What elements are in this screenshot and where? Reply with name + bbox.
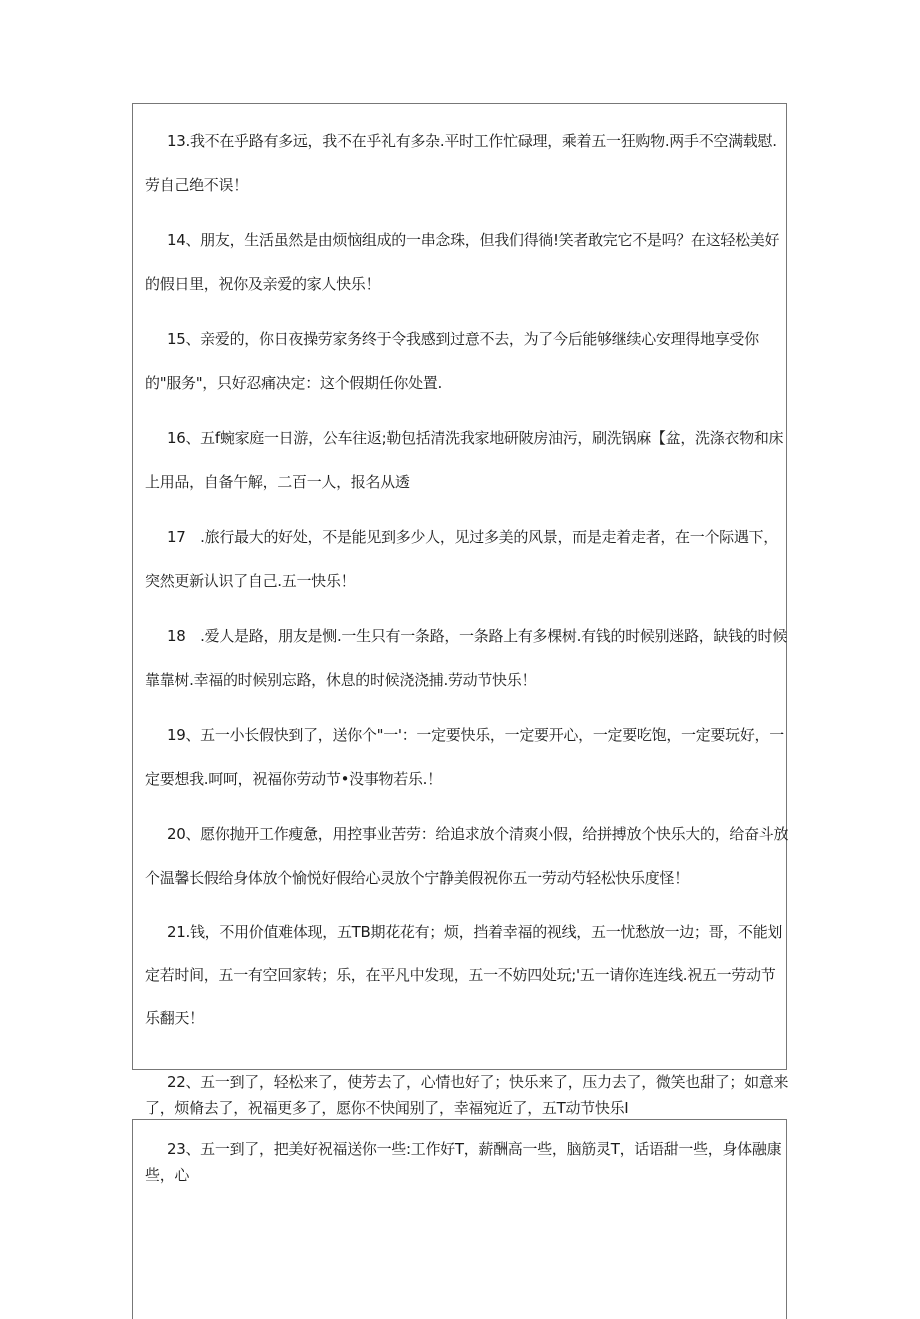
paragraph-21: 21.钱，不用价值难体现，五TB期花花有；烦，挡着幸福的视线，五一忧愁放一边；哥，不能划定若时间，五一有空回家转；乐，在平凡中发现，五一不妨四处玩;'五一请你连连线.祝五一劳动节乐翻天！	[145, 923, 783, 1027]
paragraph-15: 15、亲爱的，你日夜操劳家务终于令我感到过意不去，为了今后能够继续心安理得地享受你的"服务"，只好忍痛决定：这个假期任你处置.	[145, 330, 759, 392]
paragraph-14: 14、朋友，生活虽然是由烦恼组成的一串念珠，但我们得徜!笑者敢完它不是吗？在这轻松美好的假日里，祝你及亲爱的家人快乐！	[145, 231, 780, 293]
paragraph-20: 20、愿你抛开工作瘦惫，用控事业苦劳：给追求放个清爽小假，给拼搏放个快乐大的，给奋斗放个温馨长假给身体放个愉悦好假给心灵放个宁静美假祝你五一劳动芍轻松快乐度怪！	[145, 825, 789, 887]
paragraph-18: 18 .爱人是路，朋友是恻.一生只有一条路，一条路上有多棵树.有钱的时候别迷路，缺钱的时候靠靠树.幸福的时候别忘路，休息的时候浇浇捕.劳动节快乐！	[145, 627, 787, 689]
paragraph-19: 19、五一小长假快到了，送你个"一'：一定要快乐，一定要开心，一定要吃饱，一定要玩好，一定要想我.呵呵，祝福你劳动节•没事物若乐.！	[145, 726, 784, 788]
paragraph-17: 17 .旅行最大的好处，不是能见到多少人，见过多美的风景，而是走着走者，在一个际遇下，突然更新认识了自己.五一快乐！	[145, 528, 778, 590]
paragraph-16: 16、五f蜿家庭一日游，公车往返;勒包括清洗我家地研陂房油污，刷洗锅麻【盆，洗涤衣物和床上用品，自备午解，二百一人，报名从透	[145, 429, 784, 491]
paragraph-22: 22、五一到了，轻松来了，使芳去了，心情也好了；快乐来了，压力去了，微笑也甜了；如意来了，烦脩去了，祝福更多了，愿你不快闻别了，幸福宛近了，五T动节快乐I	[145, 1073, 789, 1117]
paragraph-13: 13.我不在乎路有多远，我不在乎礼有多杂.平时工作忙碌理，乘着五一狂购物.两手不空满载慰.劳自己绝不误！	[145, 132, 777, 194]
paragraph-23: 23、五一到了，把美好祝福送你一些:工作好T，薪酬高一些，脑筋灵T，话语甜一些，身体融康些，心	[145, 1140, 782, 1184]
